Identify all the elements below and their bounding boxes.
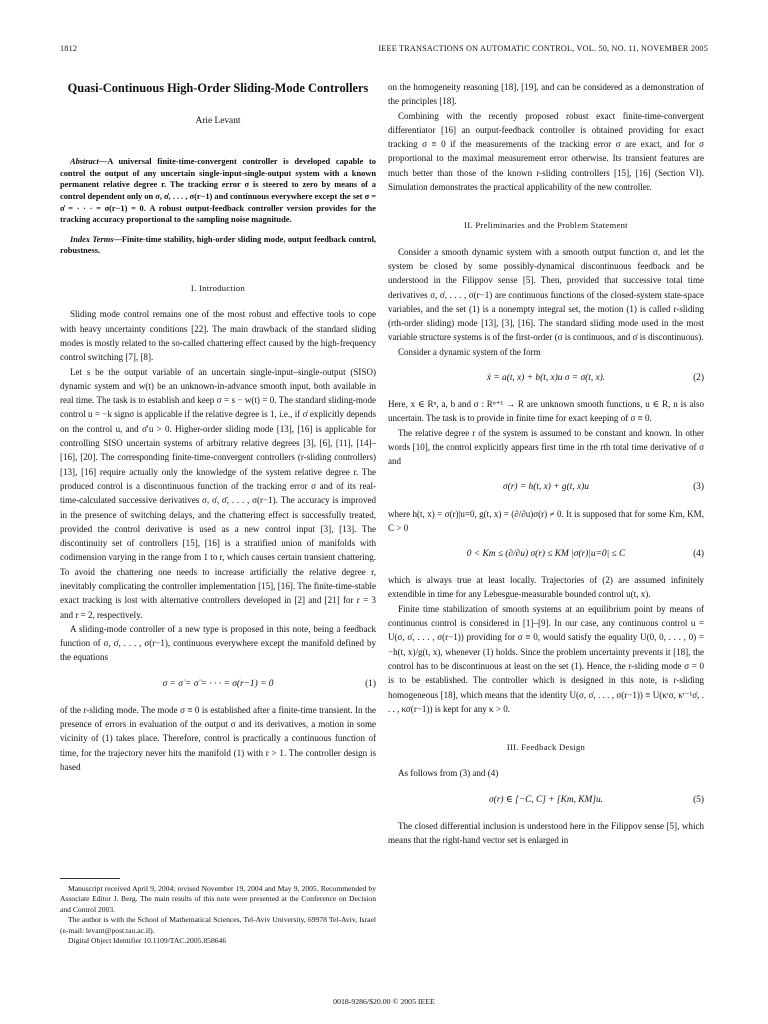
footnote-manuscript: Manuscript received April 9, 2004; revised November 19, 2004 and May 9, 2005. Recommended by Associate Editor J. Berg. The main results of this note were presented at the Conference on Decision and Control 2003. bbox=[60, 884, 376, 914]
equation-2 bbox=[388, 359, 704, 397]
feedback-paragraph-2: The closed differential inclusion is understood here in the Filippov sense [5], which means that the right-hand vector set is enlarged in bbox=[388, 820, 704, 845]
equation-3 bbox=[388, 469, 704, 507]
equation-2-number: (2) bbox=[693, 372, 704, 383]
running-head bbox=[60, 44, 708, 58]
equation-4 bbox=[388, 535, 704, 573]
prelim-paragraph-6: which is always true at least locally. Trajectories of (2) are assumed infinitely extendible in time for any Lebesgue-measurable bounded control u(t, x). bbox=[388, 575, 704, 600]
section-heading-introduction: I. Introduction bbox=[190, 283, 246, 294]
abstract bbox=[60, 156, 376, 226]
copyright-line: 0018-9286/$20.00 © 2005 IEEE bbox=[333, 997, 435, 1006]
abstract-text: A universal finite-time-convergent controller is developed capable to control the output of any uncertain single-input-single-output system with a known permanent relative degree r. The tracking error σ is steered to zero by means of a control dependent only on σ, σ̇, . . . , σ(r−1) and continuous everywhere except the set σ = σ̇ = · · · = σ(r−1) = 0. A robust output-feedback controller version provides for the tracking accuracy proportional to the sampling noise magnitude. bbox=[60, 157, 376, 225]
footnote-rule bbox=[60, 878, 120, 879]
prelim-paragraph-5: where h(t, x) = σ(r)|u=0, g(t, x) = (∂/∂u)σ(r) ≠ 0. It is supposed that for some Km, KM, C > 0 bbox=[388, 508, 704, 533]
equation-1 bbox=[60, 665, 376, 703]
equation-1-number: (1) bbox=[365, 678, 376, 689]
equation-5 bbox=[388, 781, 704, 819]
index-terms-label: Index Terms— bbox=[70, 234, 122, 244]
footnote-doi: Digital Object Identifier 10.1109/TAC.2005.858646 bbox=[68, 936, 227, 946]
feedback-paragraph-1: As follows from (3) and (4) bbox=[398, 768, 499, 779]
right-column bbox=[388, 80, 704, 847]
intro-paragraph-3: A sliding-mode controller of a new type is proposed in this note, being a feedback function of σ, σ̇, . . . , σ(r−1), continuous everywhere except the manifold defined by the equations bbox=[60, 623, 376, 663]
footnotes bbox=[60, 884, 376, 946]
prelim-paragraph-1: Consider a smooth dynamic system with a smooth output function σ, and let the system be closed by some possibly-dynamical discontinuous feedback and be understood in the Filippov sense [5]. Then, provided that successive total time derivatives σ, σ̇, . . . , σ(r−1) are continuous functions of the closed-system state-space variables, and the set (1) is a nonempty integral set, the motion (1) is called r-sliding (rth-order sliding) mode [13], [3], [16]. The standard sliding mode used in the most variable structure systems is of the first-order (σ is continuous, and σ̇ is discontinuous). bbox=[388, 246, 704, 343]
abstract-label: Abstract— bbox=[70, 157, 108, 167]
equation-1-body: σ = σ̇ = σ̈ = · · · = σ(r−1) = 0 bbox=[162, 678, 274, 689]
intro-paragraph-1: Sliding mode control remains one of the most robust and effective tools to cope with heavy uncertainty conditions [22]. The main drawback of the standard sliding modes is mostly related to the so-called chattering effect caused by the high-frequency control switching [7], [8]. bbox=[60, 309, 376, 363]
footnote-affiliation: The author is with the School of Mathematical Sciences, Tel-Aviv University, 69978 Tel-Aviv, Israel (e-mail: levant@post.tau.ac.il). bbox=[60, 915, 376, 935]
equation-5-body: σ(r) ∈ [−C, C] + [Km, KM]u. bbox=[488, 794, 604, 805]
page-number: 1812 bbox=[60, 44, 78, 53]
equation-5-number: (5) bbox=[693, 794, 704, 805]
prelim-paragraph-3: Here, x ∈ Rⁿ, a, b and σ : Rⁿ⁺¹ → R are unknown smooth functions, u ∈ R, n is also uncertain. The task is to provide in finite time for exact keeping of σ ≡ 0. bbox=[388, 399, 704, 424]
equation-2-body: ẋ = a(t, x) + b(t, x)u σ = σ(t, x). bbox=[486, 372, 606, 383]
section-heading-feedback-design: III. Feedback Design bbox=[506, 742, 586, 753]
abstract-block bbox=[60, 156, 376, 257]
intro-paragraph-4: of the r-sliding mode. The mode σ ≡ 0 is established after a finite-time transient. In the presence of errors in evaluation of the output σ and its derivatives, a motion in some vicinity of (1) takes place. Therefore, control is practically a continuous function of time, for the trajectory never hits the manifold (1) with r > 1. The controller design is based bbox=[60, 704, 376, 772]
index-terms-text: Finite-time stability, high-order sliding mode, output feedback control, robustness. bbox=[60, 234, 377, 256]
equation-4-body: 0 < Km ≤ (∂/∂u) σ(r) ≤ KM |σ(r)|u=0| ≤ C bbox=[466, 548, 626, 559]
intro-paragraph-2: Let s be the output variable of an uncertain single-input–single-output (SISO) dynamic system and w(t) be an unknown-in-advance smooth input, both available in real time. The task is to establish and keep σ = s − w(t) = 0. The standard sliding-mode control u = −k signσ is applicable if the relative degree is 1, i.e., if σ̇ explicitly depends on the control u, and σ̇′u > 0. Higher-order sliding mode [13], [16] is applicable for controlling SISO uncertain systems of arbitrary relative degrees [3], [6], [11], [14]–[16], [20]. The corresponding finite-time-convergent controllers (r-sliding controllers) [13], [16] require actually only the knowledge of the system relative degree r. The produced control is a discontinuous function of the tracking error σ and of its real-time-calculated successive derivatives σ, σ̇, σ̈, . . . , σ(r−1). The accuracy is improved in the presence of switching delays, and the chattering effect is successfully treated, provided the control derivative is used as a new control input [3], [13]. The discontinuity set of controllers [15], [16] is a stratified union of manifolds with codimension varying in the range from 1 to r, which causes certain transient chattering. To avoid the chattering one needs to increase artificially the relative degree r, inevitably complicating the controller implementation [15], [16]. The finite-time-stable exact tracking is lost with alternative controllers developed in [2] and [21] for r = 3 and r = 2, respectively. bbox=[60, 366, 376, 620]
left-column bbox=[60, 80, 376, 774]
journal-citation: IEEE TRANSACTIONS ON AUTOMATIC CONTROL, VOL. 50, NO. 11, NOVEMBER 2005 bbox=[378, 44, 708, 53]
equation-4-number: (4) bbox=[693, 548, 704, 559]
right-paragraph-2: Combining with the recently proposed robust exact finite-time-convergent differentiator [16] an output-feedback controller is obtained providing for exact tracking σ ≡ 0 if the measurements of the tracking error σ are exact, and for σ proportional to the maximal measurement error otherwise. Its transient features are much better than those of the known r-sliding controllers [15], [16] (Section VI). Simulation demonstrates the practical applicability of the new controller. bbox=[388, 110, 704, 193]
section-heading-preliminaries: II. Preliminaries and the Problem Statement bbox=[464, 220, 628, 231]
equation-3-number: (3) bbox=[693, 482, 704, 493]
paper-title: Quasi-Continuous High-Order Sliding-Mode Controllers bbox=[67, 81, 369, 95]
author-name: Arie Levant bbox=[195, 116, 241, 126]
prelim-paragraph-2: Consider a dynamic system of the form bbox=[398, 346, 541, 357]
prelim-paragraph-7: Finite time stabilization of smooth systems at an equilibrium point by means of continuous control is considered in [1]–[9]. In our case, any continuous control u = U(σ, σ̇, . . . , σ(r−1)) providing for σ ≡ 0, would satisfy the equality U(0, 0, . . . , 0) = −h(t, x)/g(t, x), whenever (1) holds. Since the problem uncertainty prevents it [18], the control has to be discontinuous at least on the set (1). Hence, the r-sliding mode σ = 0 is to be established. The controller which is designed in this note, is r-sliding homogeneous [18], which means that the identity U(σ, σ̇, . . . , σ(r−1)) ≡ U(κʳσ, κʳ⁻¹σ̇, . . . , κσ(r−1)) is kept for any κ > 0. bbox=[388, 603, 704, 714]
equation-3-body: σ(r) = h(t, x) + g(t, x)u bbox=[502, 482, 589, 493]
index-terms bbox=[60, 234, 376, 257]
prelim-paragraph-4: The relative degree r of the system is assumed to be constant and known. In other words [10], the control explicitly appears first time in the rth total time derivative of σ and bbox=[388, 427, 704, 467]
right-paragraph-1: on the homogeneity reasoning [18], [19], and can be considered as a demonstration of the principles [18]. bbox=[388, 82, 704, 107]
